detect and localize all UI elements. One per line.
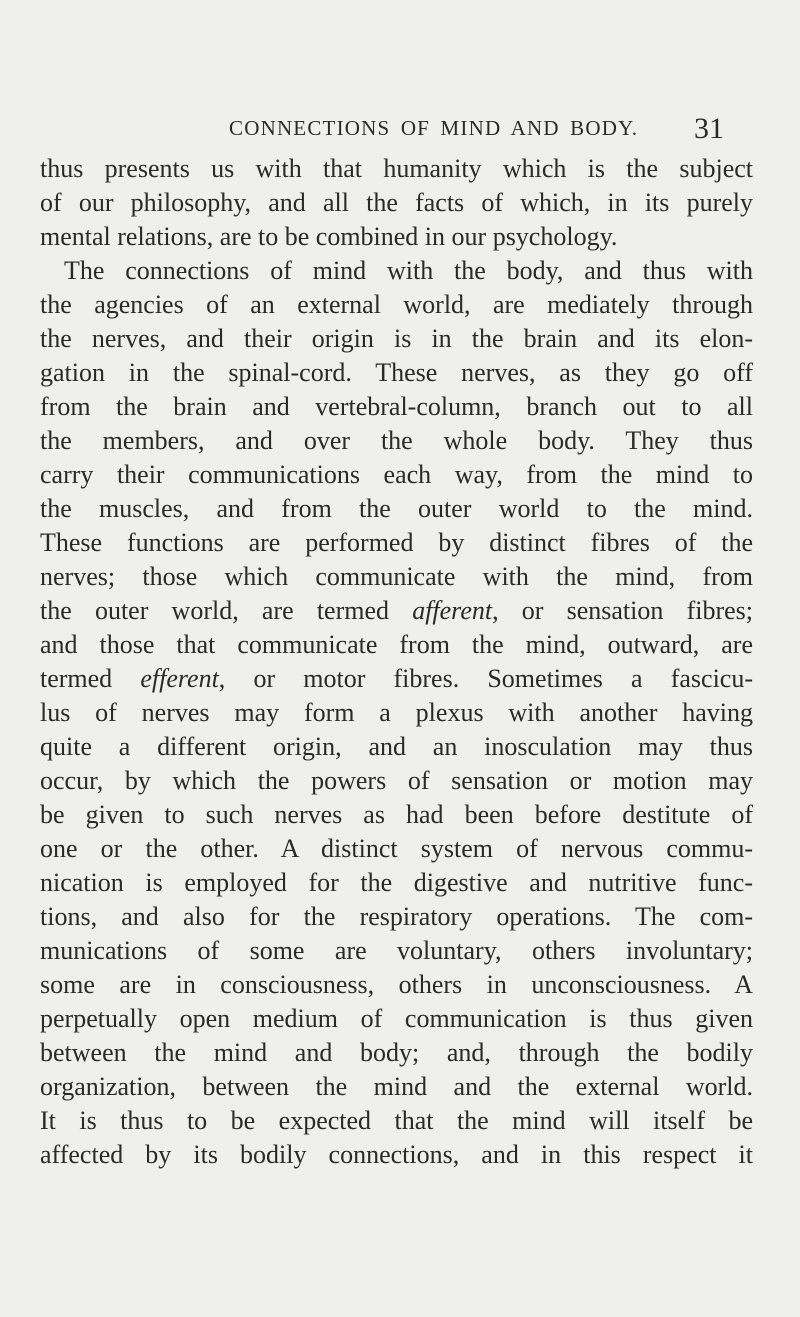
text-line: from the brain and vertebral-column, branch out to all [40,392,753,421]
text-line: lus of nerves may form a plexus with another having [40,698,753,727]
text-line: between the mind and body; and, through the bodily [40,1038,753,1067]
text-line: nication is employed for the digestive and nutritive func- [40,868,753,897]
text-line: organization, between the mind and the external world. [40,1072,753,1101]
text-line: carry their communications each way, from the mind to [40,460,753,489]
text-line: and those that communicate from the mind, outward, are [40,630,753,659]
italic-term: efferent [140,664,219,693]
text-line: the outer world, are termed afferent, or sensation fibres; [40,596,753,625]
text-line: the muscles, and from the outer world to the mind. [40,494,753,523]
text-line: occur, by which the powers of sensation or motion may [40,766,753,795]
text-line: be given to such nerves as had been before destitute of [40,800,753,829]
text-line: of our philosophy, and all the facts of which, in its purely [40,188,753,217]
running-title: CONNECTIONS OF MIND AND BODY. [229,116,639,140]
italic-term: afferent [412,596,493,625]
text-line: These functions are performed by distinct fibres of the [40,528,753,557]
text-line: mental relations, are to be combined in our psychology. [40,222,618,251]
text-line: tions, and also for the respiratory operations. The com- [40,902,753,931]
text-line: the agencies of an external world, are mediately through [40,290,753,319]
text-line: munications of some are voluntary, others involuntary; [40,936,753,965]
text-line: one or the other. A distinct system of nervous commu- [40,834,753,863]
text-line: perpetually open medium of communication is thus given [40,1004,753,1033]
text-line: nerves; those which communicate with the mind, from [40,562,753,591]
running-head [0,112,800,144]
text-line: some are in consciousness, others in unconsciousness. A [40,970,753,999]
text-line: the members, and over the whole body. They thus [40,426,753,455]
text-line: the nerves, and their origin is in the brain and its elon- [40,324,753,353]
text-line: The connections of mind with the body, and thus with [64,256,753,285]
page-number: 31 [694,112,724,145]
text-line: It is thus to be expected that the mind will itself be [40,1106,753,1135]
text-line: thus presents us with that humanity which is the subject [40,154,753,183]
text-line: affected by its bodily connections, and in this respect it [40,1140,753,1169]
text-line: termed efferent, or motor fibres. Sometimes a fascicu- [40,664,754,693]
text-line: quite a different origin, and an inosculation may thus [40,732,753,761]
text-line: gation in the spinal-cord. These nerves, as they go off [40,358,753,387]
